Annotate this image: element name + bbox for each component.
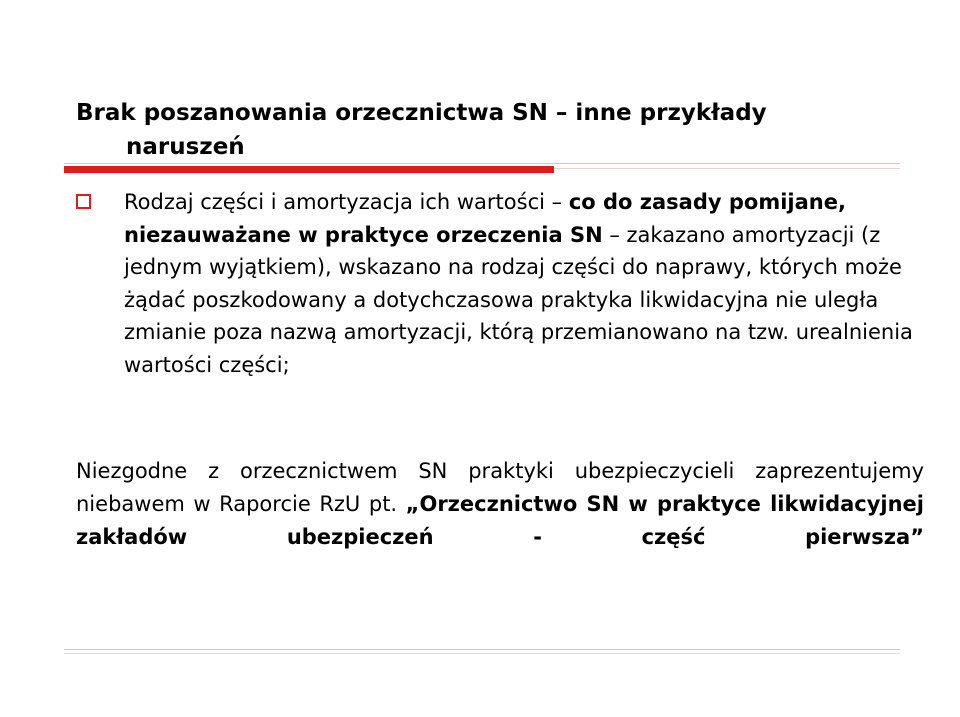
bullet-text-normal-2: – zakazano amortyzacji (z jednym wyjątkiem), wskazano na rodzaj części do naprawy, których może żądać poszkodowany a dotychczasowa praktyka likwidacyjna nie uległa zmianie poza nazwą amortyzacji, którą przemianowano na tzw. urealnienia wartości części; (124, 222, 913, 377)
closing-paragraph (76, 455, 924, 554)
slide-title (76, 96, 906, 164)
footer-divider-1 (64, 649, 900, 650)
paragraph-text-bold: „Orzecznictwo SN w praktyce likwidacyjnej zakładów ubezpieczeń - część pierwsza” (76, 492, 924, 549)
title-divider-red-bar (64, 166, 554, 173)
footer-divider-2 (64, 653, 900, 654)
bullet-text-bold: co do zasady pomijane, niezauważane w praktyce orzeczenia SN (124, 190, 846, 247)
hollow-square-icon (76, 194, 91, 209)
bullet-text-normal-1: Rodzaj części i amortyzacja ich wartości – (124, 190, 569, 214)
bullet-text (124, 186, 914, 381)
title-divider-thin (64, 163, 900, 164)
slide-title-line1: Brak poszanowania orzecznictwa SN – inne przykłady (76, 100, 767, 126)
title-divider-thin-right (554, 168, 900, 169)
paragraph-text-normal: Niezgodne z orzecznictwem SN praktyki ubezpieczycieli zaprezentujemy niebawem w Raporcie RzU pt. (76, 459, 924, 516)
slide-title-line2: naruszeń (126, 134, 245, 160)
